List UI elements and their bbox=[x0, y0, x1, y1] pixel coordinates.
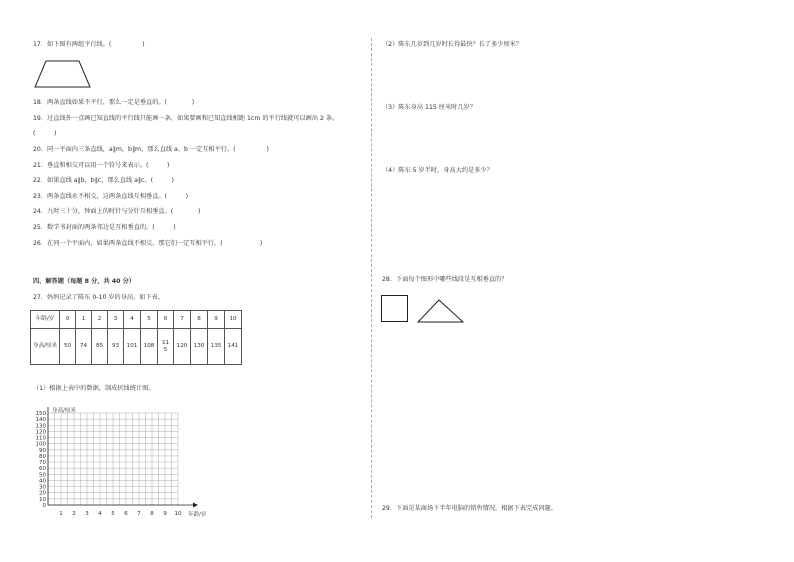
y-tick-label: 80 bbox=[39, 453, 46, 460]
y-tick-label: 40 bbox=[39, 478, 46, 485]
column-divider bbox=[371, 38, 372, 518]
question-27-part2: （2）陈东几岁到几岁时长得最快？长了多少厘米？ bbox=[382, 41, 523, 48]
table-cell: 74 bbox=[76, 329, 92, 365]
y-axis-label: 身高/厘米 bbox=[52, 408, 76, 414]
table-cell: 0 bbox=[60, 311, 76, 329]
section-4-heading: 四、解答题（每题 8 分，共 40 分） bbox=[33, 278, 135, 285]
question-26: 26．在同一个平面内，如果两条直线不相交，那它们一定互相平行。( ) bbox=[33, 240, 263, 247]
table-cell: 11 5 bbox=[158, 329, 174, 365]
table-cell: 9 bbox=[208, 311, 225, 329]
question-19-line1: 19．过直线外一点画已知直线的平行线只能画一条，如果要画和已知直线相距 1cm 的平行线就可以画出 2 条。 bbox=[33, 115, 339, 122]
question-25: 25．数学书封面的两条邻边是互相垂直的。( ) bbox=[33, 224, 176, 231]
table-cell: 50 bbox=[60, 329, 76, 365]
y-tick-label: 10 bbox=[39, 496, 46, 503]
question-23: 23．两条直线永不相交，这两条直线互相垂直。( ) bbox=[33, 193, 189, 200]
x-axis-arrow-icon bbox=[193, 503, 198, 508]
y-tick-label: 100 bbox=[35, 441, 46, 448]
y-tick-label: 90 bbox=[39, 447, 46, 454]
table-row bbox=[31, 329, 242, 365]
y-tick-label: 60 bbox=[39, 466, 46, 473]
x-tick-label: 1 bbox=[59, 511, 63, 517]
question-24: 24．九时三十分，钟面上的时针与分针互相垂直。( ) bbox=[33, 208, 201, 215]
question-29: 29．下面是某商场下半年电脑的销售情况，根据下表完成问题。 bbox=[382, 505, 557, 512]
x-tick-label: 10 bbox=[174, 511, 182, 517]
y-tick-label: 110 bbox=[35, 435, 46, 442]
table-cell: 7 bbox=[174, 311, 191, 329]
table-cell: 135 bbox=[208, 329, 225, 365]
line-chart-grid bbox=[28, 400, 218, 522]
question-20: 20．同一平面内三条直线，a∥m，b∥m，那么直线 a、b 一定互相平行。( ) bbox=[33, 146, 269, 153]
table-cell: 2 bbox=[92, 311, 108, 329]
table-cell: 130 bbox=[191, 329, 208, 365]
table-cell: 120 bbox=[174, 329, 191, 365]
table-cell: 93 bbox=[108, 329, 124, 365]
question-21: 21．垂直和相交可以用一个符号来表示。( ) bbox=[33, 162, 170, 169]
table-row bbox=[31, 311, 242, 329]
y-tick-label: 0 bbox=[42, 503, 46, 509]
y-tick-label: 150 bbox=[35, 411, 46, 417]
table-cell: 1 bbox=[76, 311, 92, 329]
question-22: 22．如果直线 a∥b，b∥c，那么直线 a∥c。( ) bbox=[33, 177, 174, 184]
square-figure bbox=[380, 294, 410, 324]
question-27: 27．妈妈记录了陈东 0-10 岁的身高，如下表。 bbox=[33, 294, 165, 301]
table-header-age: 年龄/岁 bbox=[31, 311, 60, 329]
y-tick-label: 30 bbox=[39, 484, 46, 491]
table-cell: 108 bbox=[141, 329, 158, 365]
question-28: 28．下面每个图形中哪些线段是互相垂直的？ bbox=[382, 276, 508, 283]
question-18: 18．两条直线如果不平行，那么一定是垂直的。( ) bbox=[33, 99, 195, 106]
table-header-height: 身高/厘米 bbox=[31, 329, 60, 365]
table-cell: 4 bbox=[124, 311, 141, 329]
question-27-part4: （4）陈东 5 岁半时，身高大约是多少？ bbox=[382, 167, 493, 174]
x-tick-label: 6 bbox=[124, 511, 128, 517]
y-tick-label: 140 bbox=[35, 417, 46, 424]
table-cell: 10 bbox=[225, 311, 242, 329]
table-cell: 3 bbox=[108, 311, 124, 329]
x-tick-label: 3 bbox=[85, 511, 89, 517]
x-tick-label: 9 bbox=[163, 511, 167, 517]
table-cell: 101 bbox=[124, 329, 141, 365]
question-27-part1: （1）根据上表中的数据，制成折线统计图。 bbox=[33, 385, 155, 392]
x-tick-label: 7 bbox=[137, 511, 141, 517]
question-27-part3: （3）陈东身高 115 厘米时几岁？ bbox=[382, 104, 476, 111]
question-17: 17．如下图有两组平行线。( ) bbox=[33, 41, 145, 48]
trapezoid-figure bbox=[33, 59, 93, 89]
y-tick-label: 50 bbox=[39, 472, 46, 479]
table-cell: 8 bbox=[191, 311, 208, 329]
table-cell: 141 bbox=[225, 329, 242, 365]
question-19-line2: ( ) bbox=[33, 130, 57, 137]
height-table bbox=[30, 310, 242, 365]
table-cell: 6 bbox=[158, 311, 174, 329]
x-tick-label: 5 bbox=[111, 511, 115, 517]
y-tick-label: 130 bbox=[35, 423, 46, 430]
x-tick-label: 8 bbox=[150, 511, 154, 517]
x-axis-label: 年龄/岁 bbox=[188, 512, 207, 518]
table-cell: 85 bbox=[92, 329, 108, 365]
x-tick-label: 4 bbox=[98, 511, 102, 517]
y-tick-label: 120 bbox=[35, 429, 46, 436]
triangle-figure bbox=[416, 298, 466, 324]
x-tick-label: 2 bbox=[72, 511, 76, 517]
table-cell: 5 bbox=[141, 311, 158, 329]
y-tick-label: 70 bbox=[39, 460, 46, 467]
y-tick-label: 20 bbox=[39, 490, 46, 497]
